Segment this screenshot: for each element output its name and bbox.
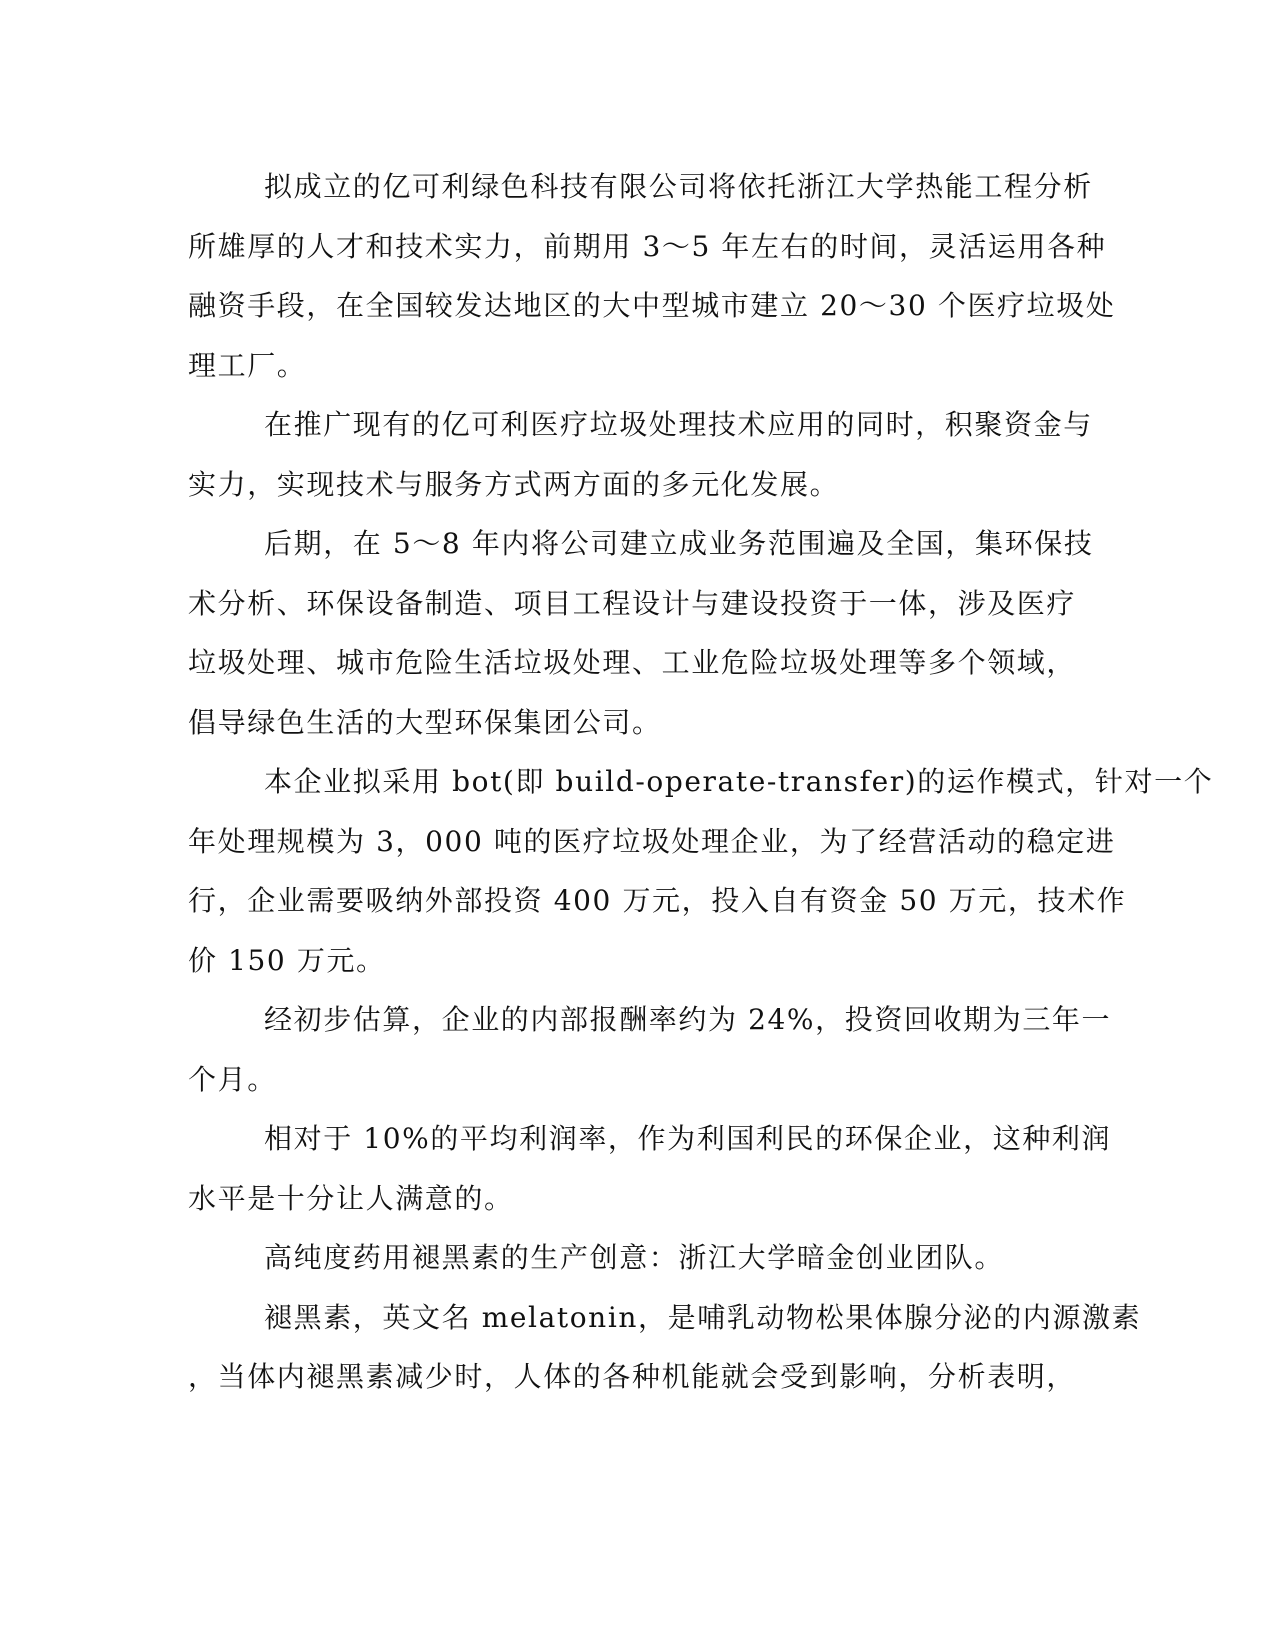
text-line: 融资手段，在全国较发达地区的大中型城市建立 20～30 个医疗垃圾处: [188, 289, 1116, 322]
text-line: 垃圾处理、城市危险生活垃圾处理、工业危险垃圾处理等多个领域，: [188, 646, 1077, 679]
text-line: 所雄厚的人才和技术实力，前期用 3～5 年左右的时间，灵活运用各种: [188, 229, 1107, 263]
text-line: 经初步估算，企业的内部报酬率约为 24%，投资回收期为三年一: [264, 1003, 1112, 1036]
text-line: 高纯度药用褪黑素的生产创意：浙江大学暗金创业团队。: [264, 1241, 1005, 1274]
text-line: 个月。: [188, 1062, 277, 1096]
text-line: 后期，在 5～8 年内将公司建立成业务范围遍及全国，集环保技: [264, 527, 1094, 560]
paragraph-bot-model: [188, 752, 1214, 990]
paragraph-company-plan: [188, 157, 1116, 395]
text-line: 本企业拟采用 bot(即 build-operate-transfer)的运作模式，针对一个: [264, 765, 1214, 798]
text-line: 行，企业需要吸纳外部投资 400 万元，投入自有资金 50 万元，技术作: [188, 884, 1127, 917]
paragraph-melatonin: [188, 1288, 1142, 1407]
text-line: 术分析、环保设备制造、项目工程设计与建设投资于一体，涉及医疗: [188, 586, 1077, 620]
text-line: 在推广现有的亿可利医疗垃圾处理技术应用的同时，积聚资金与: [264, 408, 1093, 441]
text-line: 水平是十分让人满意的。: [188, 1181, 514, 1215]
text-line: 褪黑素，英文名 melatonin，是哺乳动物松果体腺分泌的内源激素: [264, 1300, 1142, 1334]
text-line: 实力，实现技术与服务方式两方面的多元化发展。: [188, 467, 840, 501]
paragraph-later-stage: [188, 514, 1094, 752]
text-line: 理工厂。: [188, 348, 307, 382]
text-line: 倡导绿色生活的大型环保集团公司。: [188, 705, 662, 739]
text-line: ，当体内褪黑素减少时，人体的各种机能就会受到影响，分析表明，: [188, 1360, 1077, 1393]
text-line: 价 150 万元。: [188, 943, 386, 977]
paragraph-estimate: [188, 990, 1112, 1109]
document-body: [188, 157, 1214, 1407]
paragraph-diversification: [188, 395, 1093, 514]
paragraph-melatonin-title: [188, 1228, 1078, 1288]
text-line: 拟成立的亿可利绿色科技有限公司将依托浙江大学热能工程分析: [264, 170, 1093, 203]
text-line: 相对于 10%的平均利润率，作为利国利民的环保企业，这种利润: [264, 1122, 1112, 1155]
paragraph-profit: [188, 1109, 1112, 1228]
text-line: 年处理规模为 3，000 吨的医疗垃圾处理企业，为了经营活动的稳定进: [188, 824, 1116, 858]
